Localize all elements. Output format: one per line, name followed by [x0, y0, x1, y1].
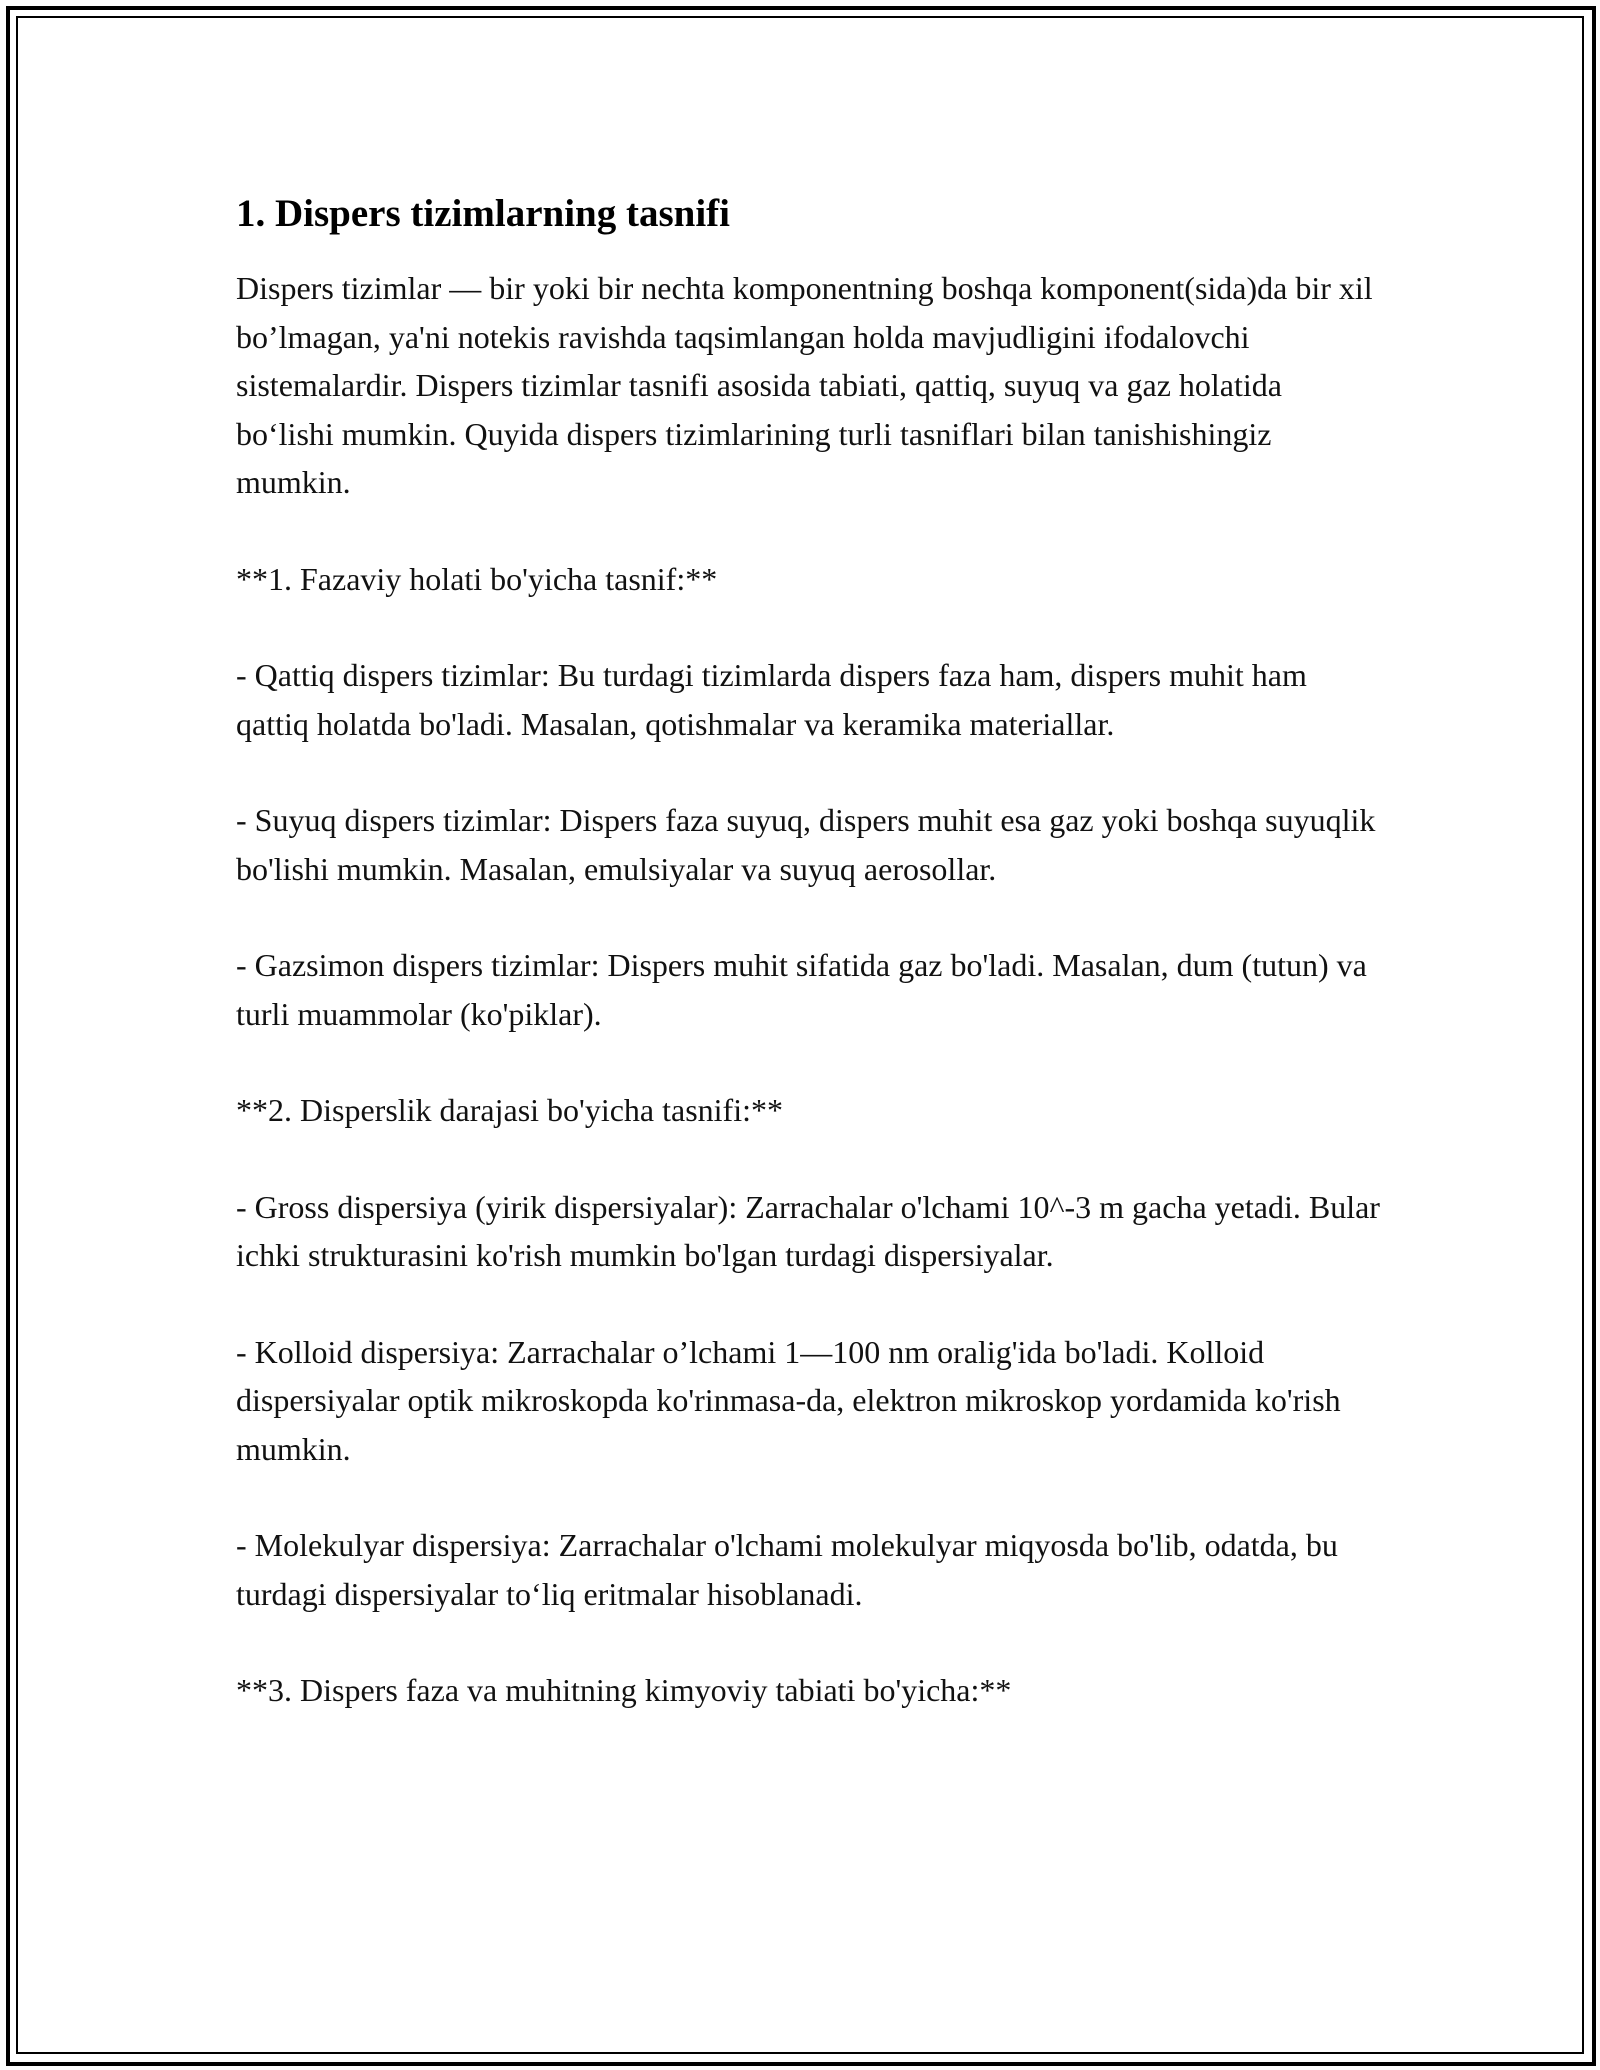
section-heading-phase-state: **1. Fazaviy holati bo'yicha tasnif:**: [236, 560, 718, 597]
document-body: [236, 186, 1386, 1763]
list-item-colloid-dispersion: - Kolloid dispersiya: Zarrachalar o’lchami 1—100 nm oralig'ida bo'ladi. Kolloid dispersiyalar optik mikroskopda ko'rinmasa-da, elektron mikroskop yordamida ko'rish mumkin.: [236, 1333, 1341, 1467]
list-item-gross-dispersion: - Gross dispersiya (yirik dispersiyalar): Zarrachalar o'lchami 10^-3 m gacha yetadi. Bular ichki strukturasini ko'rish mumkin bo'lgan turdagi dispersiyalar.: [236, 1188, 1380, 1273]
section-heading-chemical-nature: **3. Dispers faza va muhitning kimyoviy tabiati bo'yicha:**: [236, 1672, 1012, 1708]
document-title: 1. Dispers tizimlarning tasnifi: [236, 192, 730, 235]
list-item-gaseous-systems: - Gazsimon dispers tizimlar: Dispers muhit sifatida gaz bo'ladi. Masalan, dum (tutun) va turli muammolar (ko'piklar).: [236, 947, 1367, 1032]
intro-paragraph: Dispers tizimlar — bir yoki bir nechta komponentning boshqa komponent(sida)da bir xil bo’lmagan, ya'ni notekis ravishda taqsimlangan holda mavjudligini ifodalovchi sistemalardir. Dispers tizimlar tasnifi asosida tabiati, qattiq, suyuq va gaz holatida bo‘lishi mumkin. Quyida dispers tizimlarining turli tasniflari bilan tanishishingiz mumkin.: [236, 270, 1373, 500]
list-item-liquid-systems: - Suyuq dispers tizimlar: Dispers faza suyuq, dispers muhit esa gaz yoki boshqa suyuqlik bo'lishi mumkin. Masalan, emulsiyalar va suyuq aerosollar.: [236, 802, 1376, 887]
list-item-solid-systems: - Qattiq dispers tizimlar: Bu turdagi tizimlarda dispers faza ham, dispers muhit ham qattiq holatda bo'ladi. Masalan, qotishmalar va keramika materiallar.: [236, 657, 1307, 742]
section-heading-dispersity-degree: **2. Disperslik darajasi bo'yicha tasnifi:**: [236, 1092, 783, 1128]
list-item-molecular-dispersion: - Molekulyar dispersiya: Zarrachalar o'lchami molekulyar miqyosda bo'lib, odatda, bu turdagi dispersiyalar to‘liq eritmalar hisoblanadi.: [236, 1527, 1338, 1612]
